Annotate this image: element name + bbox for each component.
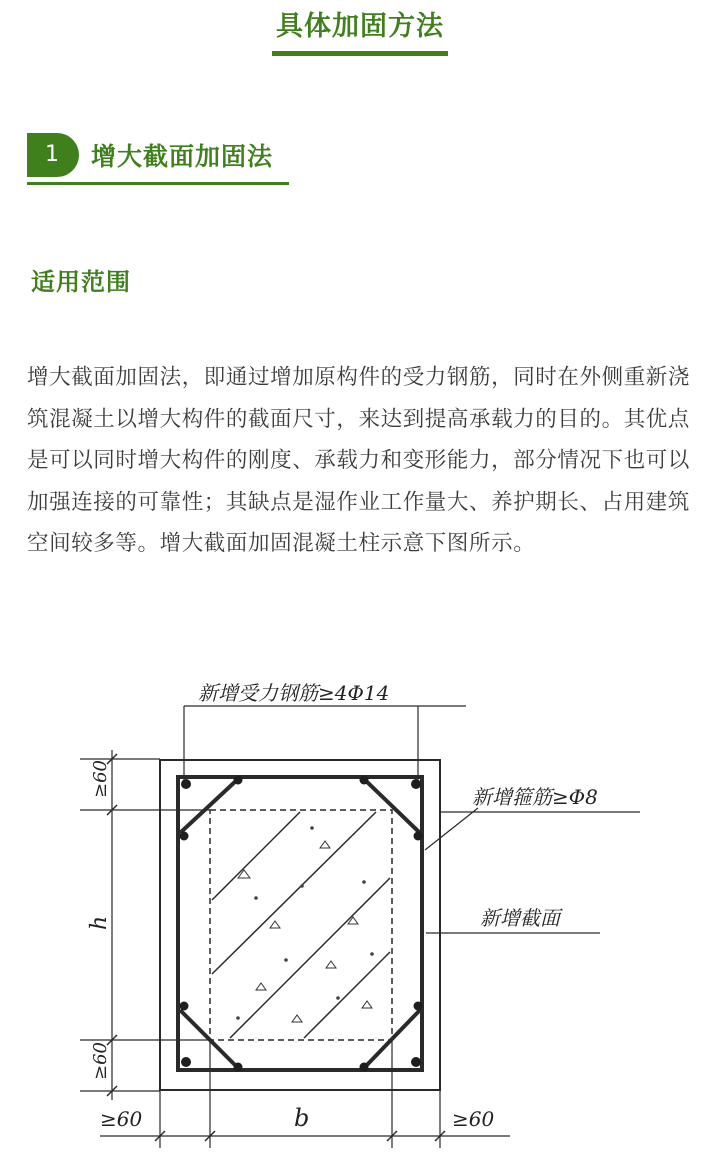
rebar bbox=[411, 1057, 421, 1067]
sub-heading: 适用范围 bbox=[31, 268, 131, 296]
dim-label-bottom: ≥60 bbox=[90, 1042, 111, 1080]
column-section-diagram bbox=[80, 668, 640, 1165]
title-underline bbox=[272, 51, 448, 56]
rebar bbox=[411, 779, 421, 789]
page-title: 具体加固方法 bbox=[276, 11, 444, 42]
section-title: 增大截面加固法 bbox=[91, 142, 274, 171]
label-new-rebar: 新增受力钢筋≥4Φ14 bbox=[198, 681, 390, 705]
rebar bbox=[180, 832, 189, 841]
hatching bbox=[212, 812, 390, 1038]
rebar bbox=[360, 1063, 369, 1072]
rebar bbox=[180, 1002, 189, 1011]
label-new-section: 新增截面 bbox=[480, 906, 560, 930]
section-number-badge: 1 bbox=[27, 133, 79, 177]
dim-label-left: ≥60 bbox=[100, 1107, 143, 1131]
dim-label-width: b bbox=[294, 1104, 310, 1132]
rebar bbox=[414, 832, 423, 841]
aggregate-marks bbox=[238, 841, 372, 1022]
section-underline bbox=[27, 182, 289, 185]
label-new-stirrup: 新增箍筋≥Φ8 bbox=[472, 785, 598, 809]
rebar bbox=[234, 776, 243, 785]
stirrup-outline bbox=[178, 777, 422, 1070]
body-paragraph: 增大截面加固法，即通过增加原构件的受力钢筋，同时在外侧重新浇筑混凝土以增大构件的截面尺寸，来达到提高承载力的目的。其优点是可以同时增大构件的刚度、承载力和变形能力，部分情况下也可以加强连接的可靠性；其缺点是湿作业工作量大、养护期长、占用建筑空间较多等。增大截面加固混凝土柱示意下图所示。 bbox=[27, 365, 691, 556]
rebar bbox=[181, 779, 191, 789]
body-paragraph-block bbox=[27, 357, 699, 565]
dim-label-right: ≥60 bbox=[452, 1107, 495, 1131]
rebar bbox=[414, 1002, 423, 1011]
rebar bbox=[360, 776, 369, 785]
dim-label-height: h bbox=[87, 915, 112, 930]
rebar bbox=[181, 1057, 191, 1067]
original-column-outline bbox=[210, 810, 392, 1040]
section-header bbox=[27, 133, 289, 187]
dim-label-top: ≥60 bbox=[90, 760, 111, 798]
diagram-drawing bbox=[80, 668, 640, 1165]
rebar-dots bbox=[180, 776, 423, 1072]
rebar bbox=[234, 1063, 243, 1072]
